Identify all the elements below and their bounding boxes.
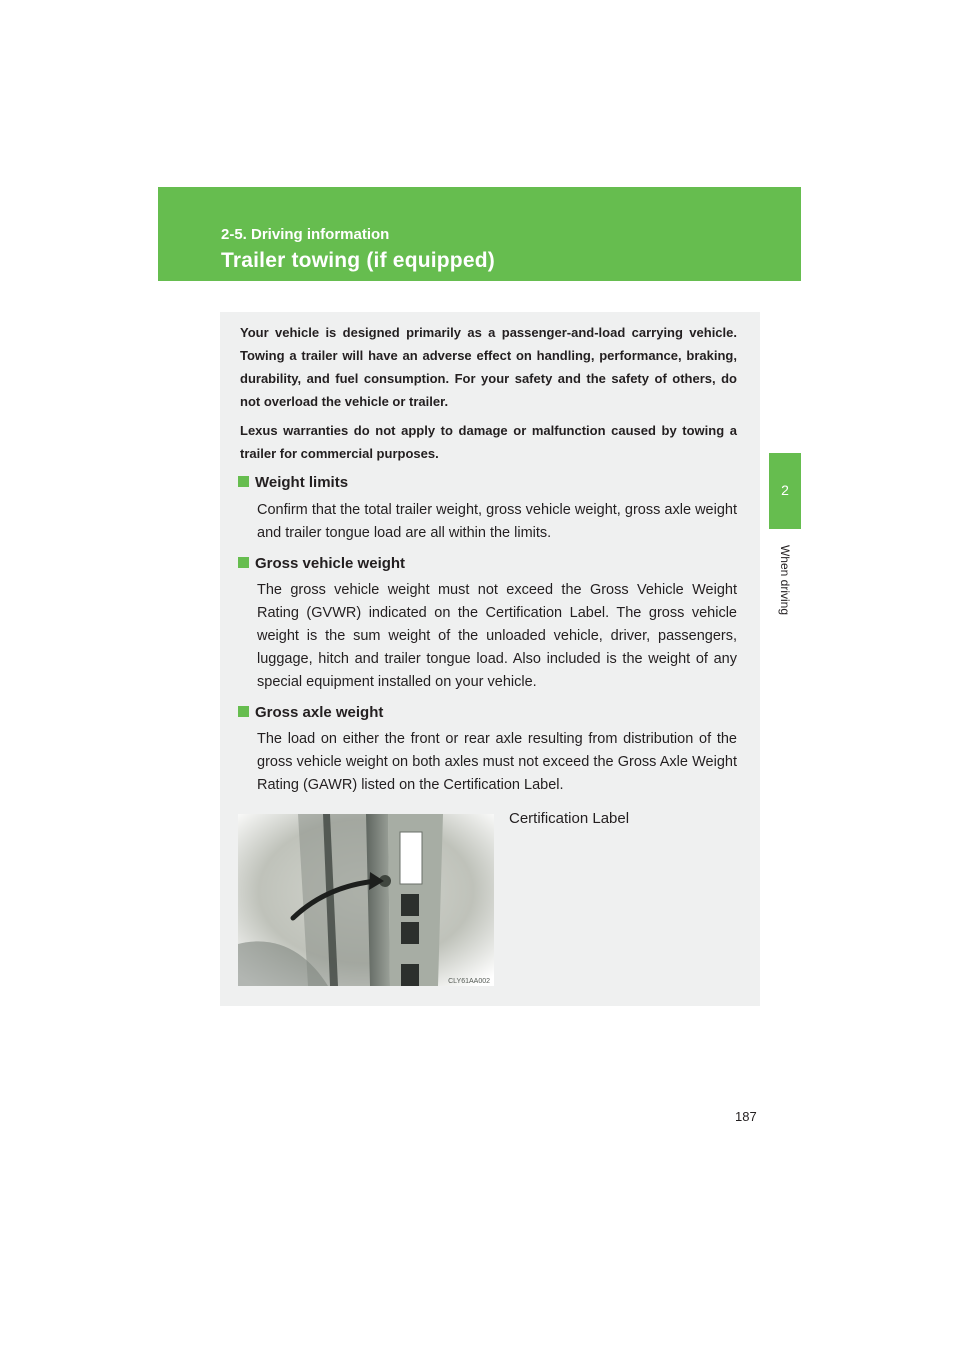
figure-caption: Certification Label: [509, 810, 630, 827]
section-heading-gross-vehicle-weight: [238, 554, 405, 574]
chapter-caption: When driving: [778, 544, 792, 616]
section-heading-gross-axle-weight: [238, 703, 383, 723]
chapter-number: 2: [781, 482, 789, 498]
section-label: 2-5. Driving information: [221, 226, 390, 243]
image-code: CLY61AA002: [448, 978, 490, 985]
section-heading-text: Gross axle weight: [255, 704, 384, 721]
chapter-tab: [769, 453, 801, 529]
section-heading-text: Gross vehicle weight: [255, 555, 406, 572]
certification-label-photo: [238, 814, 494, 986]
section-heading-text: Weight limits: [255, 474, 349, 491]
bullet-square-icon: [238, 706, 249, 717]
section-body: The gross vehicle weight must not exceed the Gross Vehicle Weight Rating (GVWR) indicated on the Certification Label. The gross vehicle weight is the sum weight of the unloaded vehicle, driver, passengers, luggage, hitch and trailer tongue load. Also included is the weight of any special equipment installed on your vehicle.: [257, 582, 737, 690]
page-title: Trailer towing (if equipped): [221, 249, 495, 272]
section-heading-weight-limits: [238, 473, 348, 493]
intro-paragraph: Your vehicle is designed primarily as a passenger-and-load carrying vehicle. Towing a trailer will have an adverse effect on handling, performance, braking, durability, and fuel consumption. For your safety and the safety of others, do not overload the vehicle or trailer.: [240, 325, 737, 409]
section-body: Confirm that the total trailer weight, gross vehicle weight, gross axle weight and trailer tongue load are all within the limits.: [257, 502, 737, 541]
intro-paragraph: Lexus warranties do not apply to damage or malfunction caused by towing a trailer for commercial purposes.: [240, 423, 737, 461]
bullet-square-icon: [238, 476, 249, 487]
section-body: The load on either the front or rear axle resulting from distribution of the gross vehicle weight on both axles must not exceed the Gross Axle Weight Rating (GAWR) listed on the Certification Label.: [257, 731, 737, 793]
bullet-square-icon: [238, 557, 249, 568]
section-header: [158, 187, 801, 281]
content-panel: [220, 312, 760, 1006]
page-number: 187: [735, 1109, 757, 1124]
